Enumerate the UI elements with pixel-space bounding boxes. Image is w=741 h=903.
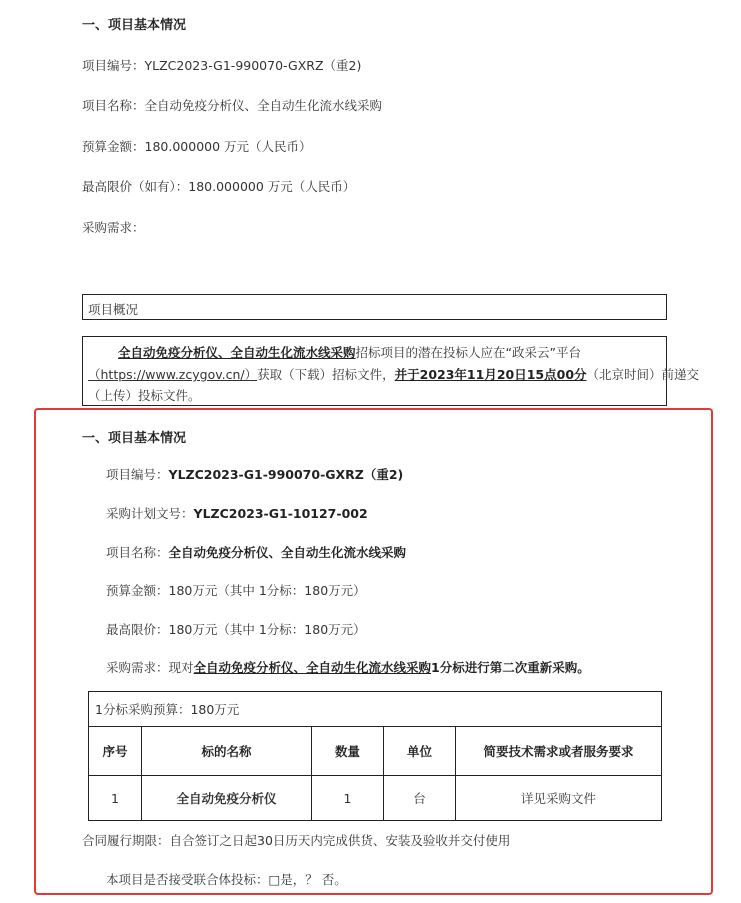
notice-deadline: 并于2023年11月20日15点00分 [394, 367, 587, 382]
consortium-question: 本项目是否接受联合体投标：□是，？ 否。 [106, 872, 347, 887]
procurement-demand [106, 658, 590, 676]
cell-requirement: 详见采购文件 [456, 776, 662, 821]
project-number-2 [106, 465, 403, 483]
plan-budget-cell: 1分标采购预算：180万元 [89, 692, 662, 727]
notice-line-3: （上传）投标文件。 [88, 388, 201, 403]
notice-line-1 [118, 343, 581, 361]
notice-url-link[interactable]: （https://www.zcygov.cn/） [88, 367, 258, 382]
cell-qty: 1 [312, 776, 384, 821]
budget-amount: 预算金额：180.000000 万元（人民币） [82, 139, 312, 154]
project-name-label: 项目名称： [106, 545, 169, 560]
project-name-2 [106, 543, 406, 561]
budget-amount-2: 预算金额：180万元（其中 1分标：180万元） [106, 583, 366, 598]
plan-number [106, 504, 368, 522]
demand-label: 采购需求：现对 [106, 660, 194, 675]
project-number-label: 项目编号： [106, 467, 169, 482]
demand-link[interactable]: 全自动免疫分析仪、全自动生化流水线采购 [193, 660, 432, 675]
max-price-2: 最高限价：180万元（其中 1分标：180万元） [106, 622, 366, 637]
table-header-row [89, 727, 662, 776]
table-row [89, 776, 662, 821]
notice-project-link[interactable]: 全自动免疫分析仪、全自动生化流水线采购 [118, 345, 356, 360]
notice-text-1: 招标项目的潜在投标人应在“政采云”平台 [355, 345, 581, 360]
section-heading-2: 一、项目基本情况 [82, 431, 187, 446]
procurement-table [88, 691, 662, 821]
plan-number-value: YLZC2023-G1-10127-002 [193, 506, 368, 521]
project-number-value: YLZC2023-G1-990070-GXRZ（重2) [168, 467, 404, 482]
project-name: 项目名称：全自动免疫分析仪、全自动生化流水线采购 [82, 98, 383, 113]
header-requirement: 简要技术需求或者服务要求 [456, 727, 662, 776]
plan-number-label: 采购计划文号： [106, 506, 194, 521]
demand-tail: 1分标进行第二次重新采购。 [431, 660, 590, 675]
project-overview-label: 项目概况 [88, 302, 139, 317]
cell-unit: 台 [384, 776, 456, 821]
project-name-value: 全自动免疫分析仪、全自动生化流水线采购 [168, 545, 407, 560]
cell-no: 1 [89, 776, 142, 821]
section-heading: 一、项目基本情况 [82, 18, 187, 33]
project-overview-box [82, 294, 667, 320]
header-unit: 单位 [384, 727, 456, 776]
procurement-demand-label: 采购需求： [82, 220, 145, 235]
table-plan-row [89, 692, 662, 727]
header-name: 标的名称 [142, 727, 312, 776]
max-price: 最高限价（如有）：180.000000 万元（人民币） [82, 179, 356, 194]
header-no: 序号 [89, 727, 142, 776]
project-number: 项目编号：YLZC2023-G1-990070-GXRZ（重2) [82, 58, 362, 73]
notice-line-2 [88, 365, 699, 383]
notice-box [82, 336, 700, 406]
header-qty: 数量 [312, 727, 384, 776]
notice-text-2: 获取（下载）招标文件， [257, 367, 395, 382]
cell-name: 全自动免疫分析仪 [142, 776, 312, 821]
notice-text-3: （北京时间）前递交 [586, 367, 700, 382]
contract-period: 合同履行期限：自合签订之日起30日历天内完成供货、安装及验收并交付使用 [82, 833, 511, 848]
